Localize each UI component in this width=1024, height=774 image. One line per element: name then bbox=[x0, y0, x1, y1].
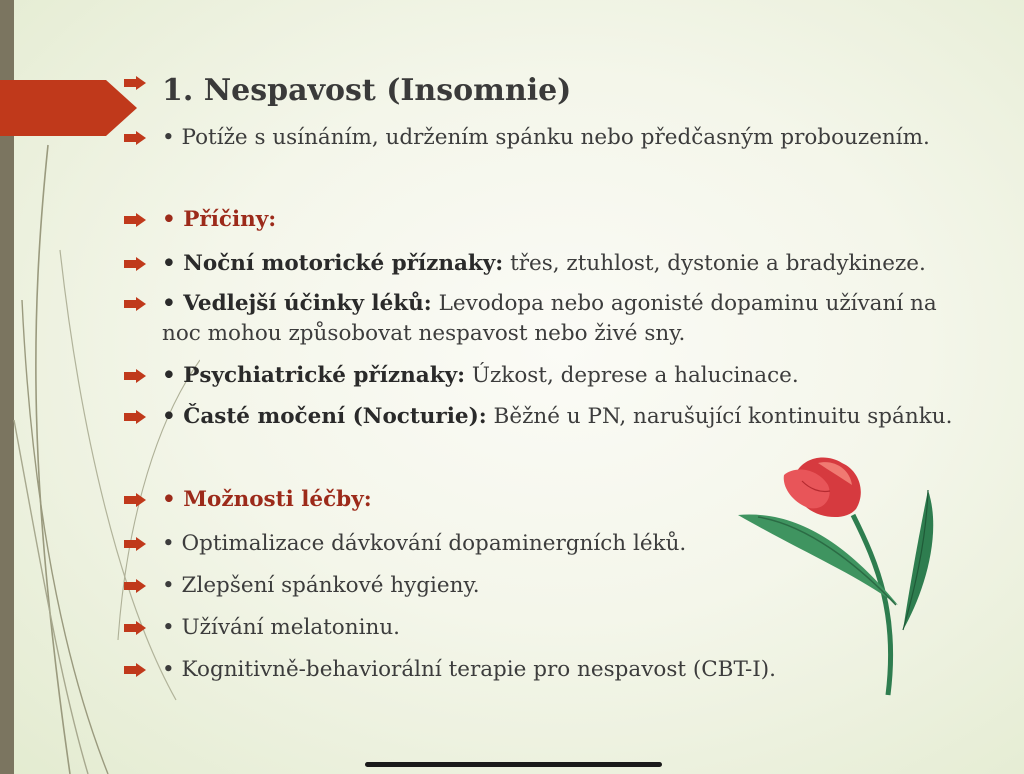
list-item bbox=[124, 289, 984, 349]
arrow-bullet-icon bbox=[124, 493, 146, 507]
cause-item bbox=[162, 249, 926, 279]
title-accent-tab bbox=[0, 80, 137, 136]
treatment-heading: • Možnosti léčby: bbox=[162, 487, 372, 512]
treatment-item: • Užívání melatoninu. bbox=[162, 615, 401, 640]
cause-label: • Psychiatrické příznaky: bbox=[162, 363, 466, 388]
cause-label: • Vedlejší účinky léků: bbox=[162, 291, 432, 316]
cause-text: Běžné u PN, narušující kontinuitu spánku. bbox=[486, 404, 953, 429]
list-item bbox=[124, 361, 984, 391]
description-text: • Potíže s usínáním, udržením spánku nebo předčasným probouzením. bbox=[162, 125, 930, 150]
cause-item bbox=[162, 402, 952, 432]
cause-label: • Noční motorické příznaky: bbox=[162, 251, 504, 276]
arrow-bullet-icon bbox=[124, 297, 146, 311]
section-heading-treatment bbox=[124, 485, 984, 515]
arrow-bullet-icon bbox=[124, 579, 146, 593]
cause-item bbox=[162, 289, 937, 349]
arrow-bullet-icon bbox=[124, 410, 146, 424]
treatment-item: • Optimalizace dávkování dopaminergních léků. bbox=[162, 531, 687, 556]
cause-text: Úzkost, deprese a halucinace. bbox=[465, 363, 799, 388]
cause-text: třes, ztuhlost, dystonie a bradykineze. bbox=[503, 251, 926, 276]
list-item bbox=[124, 249, 984, 279]
arrow-bullet-icon bbox=[124, 663, 146, 677]
list-item bbox=[124, 655, 984, 685]
causes-heading: • Příčiny: bbox=[162, 207, 277, 232]
treatment-item: • Kognitivně-behaviorální terapie pro nespavost (CBT-I). bbox=[162, 657, 777, 682]
section-heading-causes bbox=[124, 205, 984, 235]
list-item bbox=[124, 402, 984, 432]
arrow-bullet-icon bbox=[124, 213, 146, 227]
arrow-bullet-icon bbox=[124, 76, 146, 90]
cause-item bbox=[162, 361, 799, 391]
arrow-bullet-icon bbox=[124, 537, 146, 551]
arrow-bullet-icon bbox=[124, 621, 146, 635]
arrow-bullet-icon bbox=[124, 369, 146, 383]
arrow-bullet-icon bbox=[124, 257, 146, 271]
arrow-bullet-icon bbox=[124, 131, 146, 145]
slide-title: 1. Nespavost (Insomnie) bbox=[162, 73, 572, 108]
treatment-item: • Zlepšení spánkové hygieny. bbox=[162, 573, 480, 598]
cause-text-continued: noc mohou způsobovat nespavost nebo živé sny. bbox=[162, 321, 686, 346]
cause-label: • Časté močení (Nocturie): bbox=[162, 404, 487, 429]
list-item bbox=[124, 613, 984, 643]
cause-text: Levodopa nebo agonisté dopaminu užívaní na bbox=[431, 291, 937, 316]
list-item bbox=[124, 123, 984, 153]
list-item bbox=[124, 571, 984, 601]
list-item bbox=[124, 529, 984, 559]
home-indicator[interactable] bbox=[365, 762, 662, 767]
slide-title-row bbox=[124, 72, 984, 110]
